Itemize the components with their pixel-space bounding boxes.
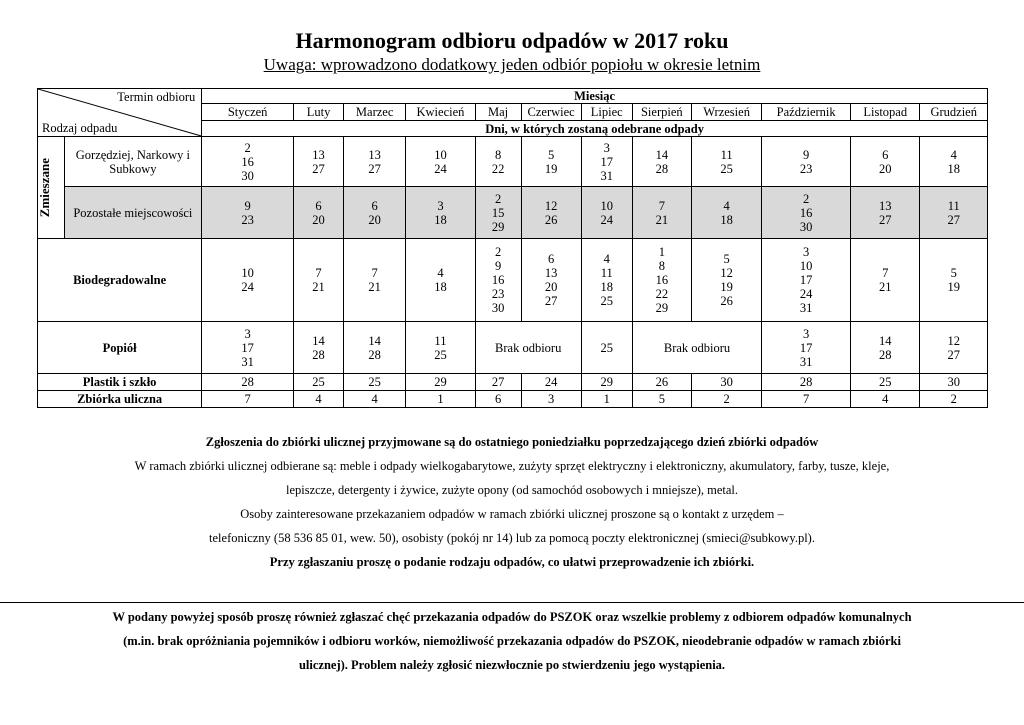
- header-corner: [38, 89, 202, 137]
- schedule-cell: 3: [521, 391, 581, 408]
- schedule-cell: 6 20: [344, 187, 406, 239]
- notes-section: [0, 430, 1024, 574]
- month-header-cell: Styczeń: [202, 104, 294, 121]
- schedule-cell: 2: [920, 391, 988, 408]
- schedule-cell: 4 11 18 25: [581, 239, 632, 322]
- schedule-cell: 14 28: [851, 322, 920, 374]
- waste-type-label: Biodegradowalne: [38, 239, 202, 322]
- waste-type-label: Zbiórka uliczna: [38, 391, 202, 408]
- schedule-cell: 7 21: [344, 239, 406, 322]
- schedule-cell: 5 12 19 26: [691, 239, 761, 322]
- schedule-table: [37, 88, 988, 408]
- schedule-cell: 9 23: [762, 137, 851, 187]
- schedule-cell: 3 17 31: [202, 322, 294, 374]
- schedule-cell: 2 16 30: [202, 137, 294, 187]
- footer-line-3: ulicznej). Problem należy zgłosić niezwłocznie po stwierdzeniu jego wystąpienia.: [298, 658, 726, 672]
- schedule-cell: 10 24: [406, 137, 475, 187]
- schedule-cell: 5 19: [521, 137, 581, 187]
- schedule-cell: Brak odbioru: [475, 322, 581, 374]
- schedule-cell: 5 19: [920, 239, 988, 322]
- schedule-cell: 29: [581, 374, 632, 391]
- schedule-cell: 24: [521, 374, 581, 391]
- schedule-cell: 4: [851, 391, 920, 408]
- footer-section: [20, 605, 1004, 677]
- month-header-cell: Kwiecień: [406, 104, 475, 121]
- schedule-cell: 7: [762, 391, 851, 408]
- corner-top-label: Termin odbioru: [117, 90, 196, 104]
- schedule-cell: 4 18: [920, 137, 988, 187]
- schedule-cell: 4 18: [691, 187, 761, 239]
- month-header-cell: Lipiec: [581, 104, 632, 121]
- schedule-cell: 26: [632, 374, 691, 391]
- schedule-cell: 7 21: [294, 239, 344, 322]
- schedule-cell: 11 25: [691, 137, 761, 187]
- schedule-cell: 25: [581, 322, 632, 374]
- notes-contact-1: Osoby zainteresowane przekazaniem odpadów w ramach zbiórki ulicznej proszone są o kontakt z urzędem –: [240, 507, 784, 521]
- schedule-cell: 2 9 16 23 30: [475, 239, 521, 322]
- mixed-group-label: Zmieszane: [37, 157, 52, 218]
- month-header-cell: Czerwiec: [521, 104, 581, 121]
- schedule-cell: 12 26: [521, 187, 581, 239]
- schedule-cell: 10 24: [202, 239, 294, 322]
- schedule-cell: 8 22: [475, 137, 521, 187]
- month-header-cell: Sierpień: [632, 104, 691, 121]
- divider: [0, 602, 1024, 603]
- schedule-cell: Brak odbioru: [632, 322, 762, 374]
- schedule-cell: 13 27: [294, 137, 344, 187]
- schedule-cell: 27: [475, 374, 521, 391]
- page-subtitle: Uwaga: wprowadzono dodatkowy jeden odbiór popiołu w okresie letnim: [263, 55, 761, 74]
- schedule-cell: 28: [202, 374, 294, 391]
- schedule-cell: 1: [406, 391, 475, 408]
- schedule-cell: 6 20: [294, 187, 344, 239]
- notes-items-2: lepiszcze, detergenty i żywice, zużyte opony (od samochód osobowych i mniejsze), metal.: [285, 483, 739, 497]
- schedule-cell: 3 18: [406, 187, 475, 239]
- schedule-cell: 4: [344, 391, 406, 408]
- schedule-cell: 30: [691, 374, 761, 391]
- schedule-cell: 3 10 17 24 31: [762, 239, 851, 322]
- notes-contact-2: telefoniczny (58 536 85 01, wew. 50), osobisty (pokój nr 14) lub za pomocą poczty elektronicznej (smieci@subkowy.pl).: [209, 531, 815, 545]
- page-title: Harmonogram odbioru odpadów w 2017 roku: [295, 28, 729, 53]
- schedule-cell: 10 24: [581, 187, 632, 239]
- schedule-cell: 30: [920, 374, 988, 391]
- schedule-cell: 6 13 20 27: [521, 239, 581, 322]
- schedule-cell: 7 21: [851, 239, 920, 322]
- month-header-cell: Grudzień: [920, 104, 988, 121]
- notes-deadline: Zgłoszenia do zbiórki ulicznej przyjmowane są do ostatniego poniedziałku poprzedzającego dzień zbiórki odpadów: [205, 435, 819, 449]
- schedule-cell: 7: [202, 391, 294, 408]
- month-header-cell: Marzec: [344, 104, 406, 121]
- schedule-cell: 28: [762, 374, 851, 391]
- waste-type-label: Plastik i szkło: [38, 374, 202, 391]
- schedule-cell: 1 8 16 22 29: [632, 239, 691, 322]
- footer-line-2: (m.in. brak opróżniania pojemników i odbioru worków, niemożliwość przekazania odpadów do PSZOK, nieodebranie odpadów w ramach zbiórki: [123, 634, 901, 648]
- schedule-cell: 12 27: [920, 322, 988, 374]
- waste-type-label: Popiół: [38, 322, 202, 374]
- schedule-cell: 5: [632, 391, 691, 408]
- schedule-cell: 2: [691, 391, 761, 408]
- schedule-cell: 4: [294, 391, 344, 408]
- schedule-cell: 25: [344, 374, 406, 391]
- schedule-cell: 11 25: [406, 322, 475, 374]
- schedule-cell: 14 28: [344, 322, 406, 374]
- corner-bottom-label: Rodzaj odpadu: [42, 121, 118, 135]
- month-header-cell: Luty: [294, 104, 344, 121]
- month-header-cell: Maj: [475, 104, 521, 121]
- schedule-cell: 4 18: [406, 239, 475, 322]
- notes-items-1: W ramach zbiórki ulicznej odbierane są: meble i odpady wielkogabarytowe, zużyty sprzęt elektryczny i elektroniczny, akumulatory, farby, tusze, kleje,: [134, 459, 890, 473]
- schedule-cell: 25: [294, 374, 344, 391]
- schedule-cell: 25: [851, 374, 920, 391]
- days-header: Dni, w których zostaną odebrane odpady: [202, 121, 988, 137]
- schedule-cell: 14 28: [294, 322, 344, 374]
- month-header-cell: Październik: [762, 104, 851, 121]
- mixed-group-cell: [38, 137, 65, 239]
- schedule-cell: 3 17 31: [762, 322, 851, 374]
- schedule-cell: 2 15 29: [475, 187, 521, 239]
- schedule-cell: 13 27: [344, 137, 406, 187]
- waste-type-label: Pozostałe miejscowości: [64, 187, 202, 239]
- schedule-cell: 3 17 31: [581, 137, 632, 187]
- schedule-cell: 11 27: [920, 187, 988, 239]
- schedule-cell: 14 28: [632, 137, 691, 187]
- schedule-cell: 7 21: [632, 187, 691, 239]
- waste-type-label: Gorzędziej, Narkowy i Subkowy: [64, 137, 202, 187]
- schedule-cell: 6 20: [851, 137, 920, 187]
- schedule-cell: 13 27: [851, 187, 920, 239]
- footer-line-1: W podany powyżej sposób proszę również zgłaszać chęć przekazania odpadów do PSZOK oraz wszelkie problemy z odbiorem odpadów komunalnych: [112, 610, 912, 624]
- schedule-cell: 29: [406, 374, 475, 391]
- schedule-cell: 9 23: [202, 187, 294, 239]
- month-header: Miesiąc: [202, 89, 988, 104]
- month-header-cell: Wrzesień: [691, 104, 761, 121]
- schedule-cell: 1: [581, 391, 632, 408]
- notes-request: Przy zgłaszaniu proszę o podanie rodzaju odpadów, co ułatwi przeprowadzenie ich zbiórki.: [269, 555, 755, 569]
- schedule-cell: 6: [475, 391, 521, 408]
- schedule-cell: 2 16 30: [762, 187, 851, 239]
- month-header-cell: Listopad: [851, 104, 920, 121]
